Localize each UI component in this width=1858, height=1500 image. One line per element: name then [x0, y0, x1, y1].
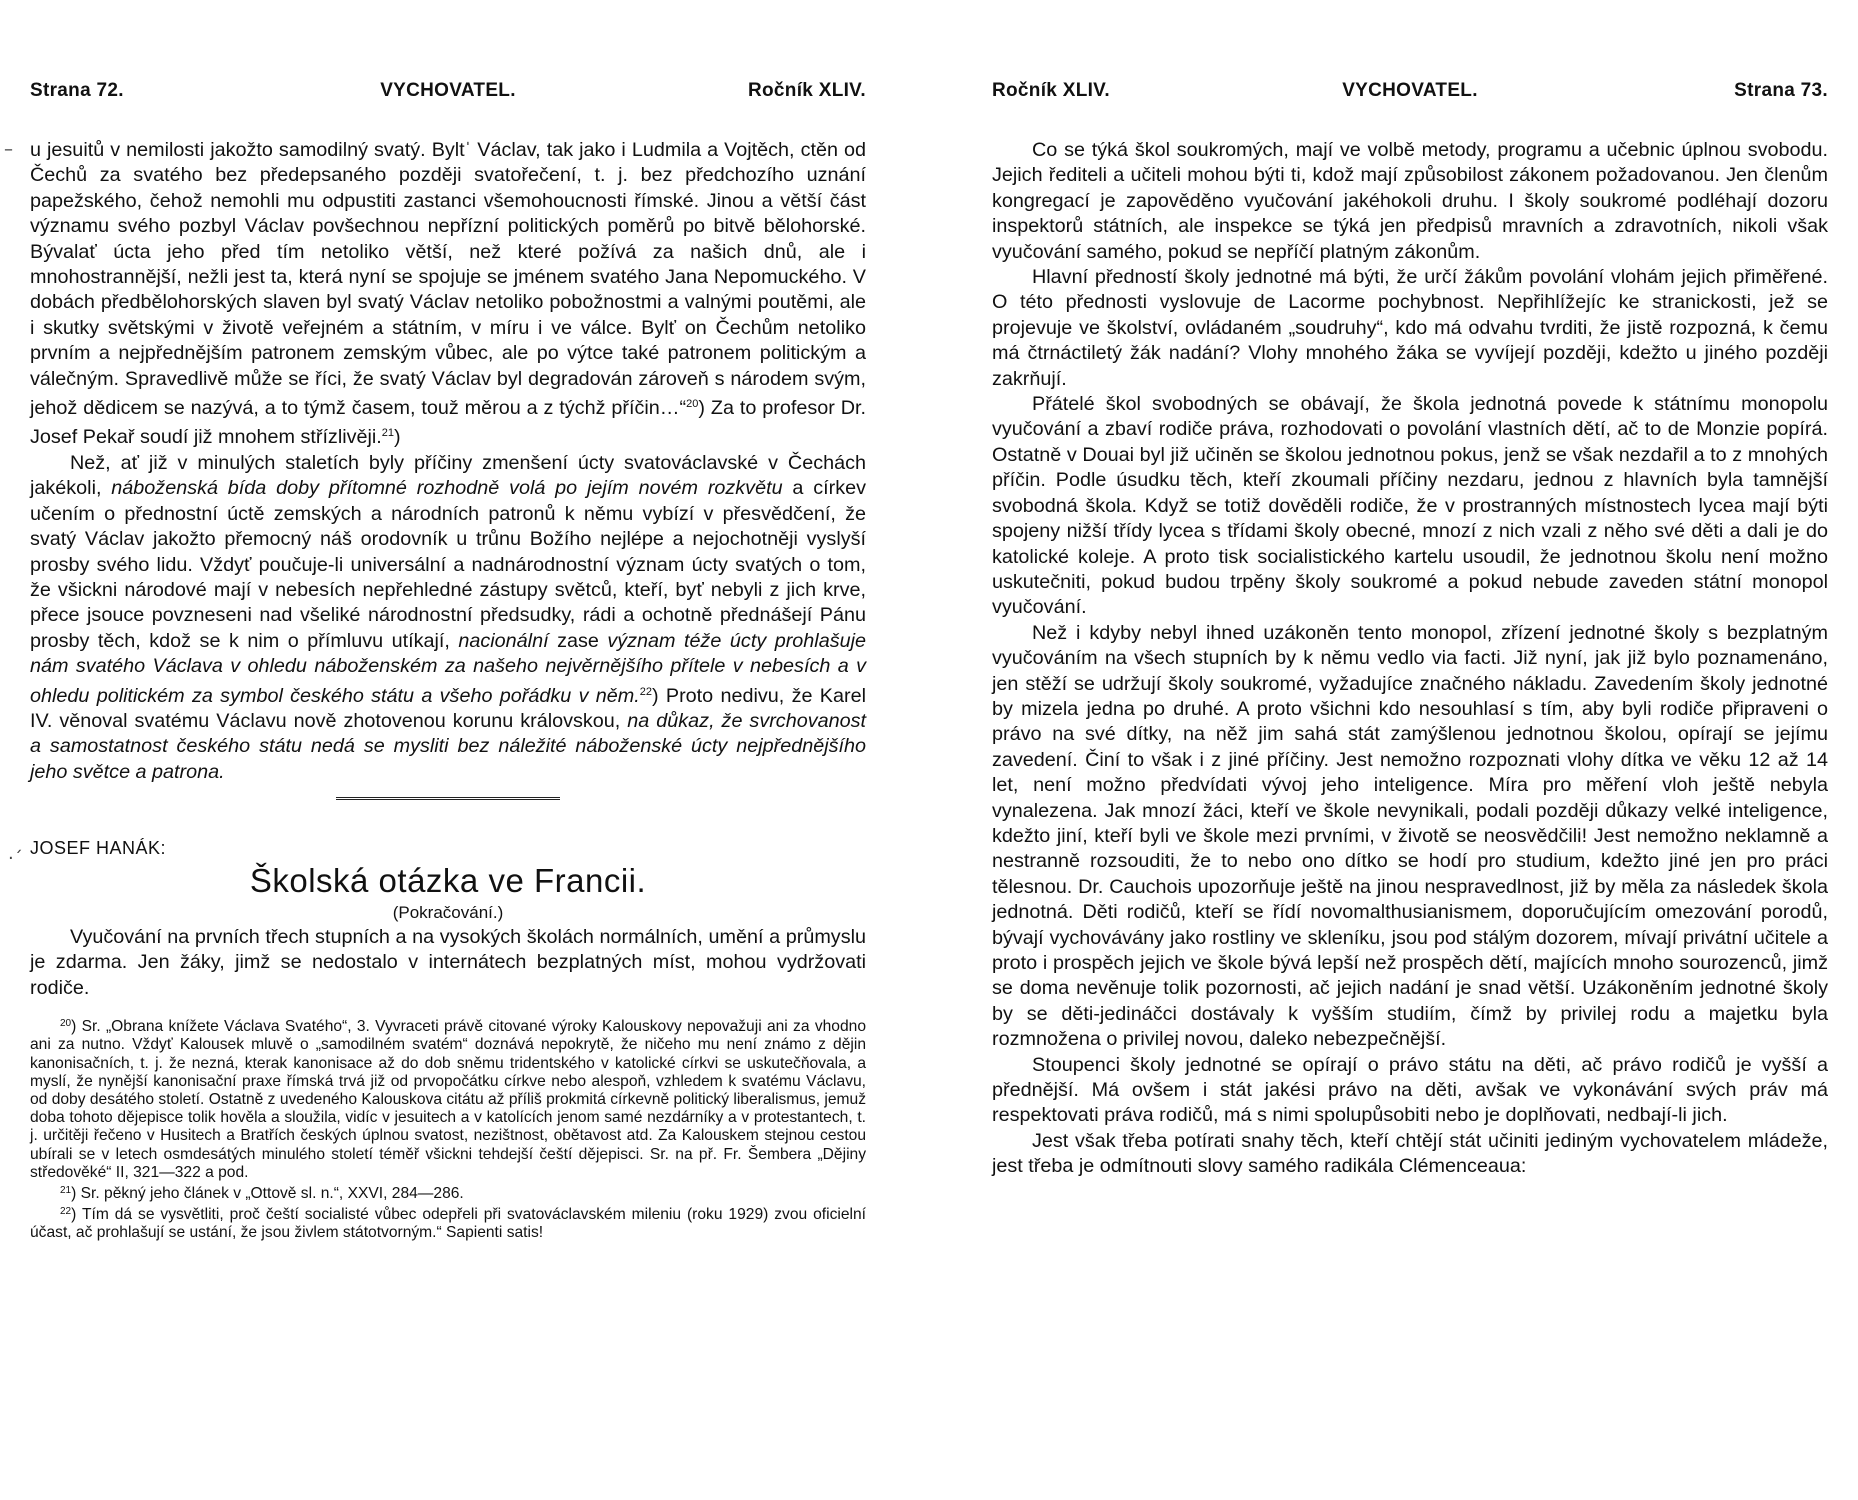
italic-run: náboženská bída doby přítomné rozhodně volá po jejím novém rozkvětu — [111, 477, 783, 500]
paragraph-main-advantage: Hlavní předností školy jednotné má býti, že určí žákům povolání vlohám jejich přiměřené. O této přednosti vyslovuje de Lacorme pochybnost. Nepřihlížejíc ke stranickosti, jež se projevuje ve školství, ovládaném „soudruhy“, kdo má odvahu tvrditi, že jistě rozpozná, k čemu má čtrnáctiletý žák nadání? Vlohy mnohého žáka se vyvíjejí později, kdežto u jiného později zakrňují. — [992, 266, 1828, 390]
right-page-number: Strana 73. — [1734, 80, 1828, 101]
paragraph-free-education: Vyučování na prvních třech stupních a na vysokých školách normálních, umění a průmyslu je zdarma. Jen žáky, jimž se nedostalo v internátech bezplatných míst, mohou vydržovati rodiče. — [30, 925, 866, 999]
paragraph-state-monopoly: Přátelé škol svobodných se obávají, že škola jednotná povede k státnímu monopolu vyučování a zbaví rodiče práva, rozhodovati o povolání vlastních dětí, ač to de Monzie popírá. Ostatně v Douai byl již učiněn se školou jednotnou pokus, jenž se však nezdařil a to z mnohých příčin. Podle úsudku těch, kteří zkoumali příčiny nezdaru, jednou z hlavních byla tamnější svobodná škola. Když se totiž dověděli rodiče, že v prostranných místnostech lycea mají býti spojeny nižší třídy lycea s třídami školy obecné, mnozí z nich vzali z něho své děti a dali je do katolické koleje. A proto tisk socialistického kartelu usoudil, že jednotnou školu není možno uskutečniti, pokud budou trpěny školy soukromé a pokud nebude zaveden státní monopol vyučování. — [992, 393, 1828, 619]
footnote-21 — [30, 1182, 866, 1203]
text-run: ) Proto nedivu, že Karel IV. věnoval svatému Václavu nově zhotovenou korunu královskou, — [30, 684, 866, 732]
right-running-head — [992, 80, 1828, 110]
paragraph-saint-wenceslas — [30, 451, 866, 785]
footnote-number: 20 — [60, 1018, 72, 1030]
text-run: ) — [394, 426, 401, 449]
left-journal-name: VYCHOVATEL. — [380, 80, 516, 101]
italic-run: na důkaz, že svrchovanost a samostatnost českého státu nedá se mysliti bez náležité náboženské úcty nejpřednějšího jeho světce a patrona. — [30, 709, 866, 783]
paragraph-private-schools: Co se týká škol soukromých, mají ve volbě metody, programu a učebnic úplnou svobodu. Jejich řediteli a učiteli mohou býti ti, kdož mají způsobilost zákonem požadovanou. Jen členům kongregací je zapověděno vyučování jakéhokoli druhu. I školy soukromé podléhají dozoru inspektorů státních, ale inspekce se týká jen předpisů mravních a zdravotních, nikoli však vyučování samého, pokud se nepříčí platným zákonům. — [992, 139, 1828, 263]
right-text-column — [992, 138, 1828, 1180]
footnote-text: ) Tím dá se vysvětliti, proč čeští socialisté vůbec odepřeli při svatováclavském mileniu (roku 1929) zvou oficielní účast, ač prohlašují se ustání, že jsou živlem státotvorným.“ Sapienti satis! — [30, 1206, 866, 1242]
italic-run: nacionální — [458, 629, 549, 652]
footnote-22 — [30, 1203, 866, 1242]
footnote-20 — [30, 1015, 866, 1182]
footnotes — [30, 1015, 866, 1242]
footnote-ref: 21 — [381, 427, 395, 440]
text-run: Než, ať již v minulých staletích byly příčiny zmenšení úcty svatováclavské v Čechách jakékoli, — [30, 451, 866, 500]
left-page-number: Strana 72. — [30, 80, 124, 101]
article-author: JOSEF HANÁK: — [30, 838, 167, 859]
footnote-ref: 20 — [686, 398, 699, 411]
footnote-ref: 22 — [639, 685, 652, 698]
footnote-text: ) Sr. pěkný jeho článek v „Ottově sl. n.“, XXVI, 284—286. — [71, 1185, 464, 1203]
margin-tick-mark: ·´ — [8, 848, 23, 869]
text-run: zase — [548, 629, 608, 652]
section-divider — [336, 797, 560, 802]
text-run: u jesuitů v nemilosti jakožto samodilný svatý. Byltˈ Václav, tak jako i Ludmila a Vojtěch, ctěn od Čechů za svatého bez předepsaného později svatořečení, t. j. bez předchozího uznání papežského, čehož nemohli mu odpustiti zastanci všemohoucnosti římské. Jinou a větší část významu svého pozbyl Václav povšechnou nepřízní politických poměrů po bitvě bělohorské. Bývalať úcta jeho před tím netoliko větší, než které požívá za našich dnů, ale i mnohostrannější, nežli jest ta, která nyní se spojuje se jménem svatého Jana Nepomuckého. V dobách předbělohorských slaven byl svatý Václav netoliko pobožnostmi a valnými poutěmi, ale i skutky světskými v životě veřejném a státním, v míru i ve válce. Bylť on Čechům netoliko prvním a nejpřednějším patronem zemským vůbec, ale po výtce také patronem politickým a válečným. Spravedlivě může se říci, že svatý Václav byl degradován zároveň s národem svým, jehož dědicem se nazývá, a to týmž časem, touž měrou a z týchž příčin…“ — [30, 139, 866, 420]
paragraph-parental-rights: Stoupenci školy jednotné se opírají o právo státu na děti, ač právo rodičů je vyšší a přednější. Má ovšem i stát jakési právo na děti, avšak ve vykonávání svých práv má respektovati práva rodičů, má s nimi spolupůsobiti nebo je doplňovati, nedbají-li jich. — [992, 1053, 1828, 1127]
left-page — [4, 0, 878, 1500]
right-page — [980, 0, 1840, 1500]
footnote-text: ) Sr. „Obrana knížete Václava Svatého“, 3. Vyvraceti právě citované výroky Kalouskovy nepovažuji ani za vhodno ani za nutno. Vždyť Kalousek mluvě o „samodilném svatém“ doznává nepokrytě, že ničeho mu není známo z dějin kanonisačních, t. j. že nezná, kterak kanonisace až do dob sněmu tridentského v katolické církvi se uskutečňovala, a myslí, že nynější kanonisační praxe římská trvá již od prvopočátku církve nebo alespoň, vzhledem k svatému Václavu, od doby desátého století. Ostatně z uvedeného Kalouskova citátu až příliš prokmitá církevně politický liberalismus, jemuž doba tohoto dějepisce tolik hověla a sloužila, vidíc v jesuitech a v katolících jenom samé nezdárníky a v protestantech, t. j. určitěji řečeno v Husitech a Bratřích českých úplnou svatost, nezištnost, obětavost atd. Za Kalouskem stejnou cestou ubírali se v letech osmdesátých minulého století téměř všickni tehdejší čeští dějepisci. Sr. na př. Fr. Šembera „Dějiny středověké“ II, 321—322 a pod. — [30, 1018, 866, 1181]
margin-dash-mark: – — [4, 139, 13, 160]
text-run: ) Za to profesor Dr. Josef Pekař soudí již mnohem střízlivěji. — [30, 397, 866, 449]
continuation-note: (Pokračování.) — [392, 902, 504, 922]
text-run: a církev učením o přednostní úctě zemských a národních patronů k němu vybízí v přesvědčení, že svatý Václav jakožto přemocný náš orodovník u trůnu Božího nejlépe a nejochotněji vyslyší prosby svého lidu. Vždyť poučuje-li universální a nadnárodnostní význam úcty svatých o tom, že všickni národové mají v nebesích nepřehledné zástupy světců, kteří, byť nebyli z jich krve, přece jsouce povzneseni nad všeliké národnostní předsudky, rádi a ochotně přednášejí Pánu prosby těch, kdož se k nim o přímluvu utíkají, — [30, 477, 866, 652]
right-journal-name: VYCHOVATEL. — [1342, 80, 1478, 101]
paragraph-clemenceau: Jest však třeba potírati snahy těch, kteří chtějí stát učiniti jediným vychovatelem mládeže, jest třeba je odmítnouti slovy samého radikála Clémenceaua: — [992, 1129, 1828, 1178]
paragraph-continuation — [30, 138, 866, 451]
paragraph-free-tuition: Než i kdyby nebyl ihned uzákoněn tento monopol, zřízení jednotné školy s bezplatným vyučováním na všech stupních by k němu vedlo via facti. Již nyní, jak již bylo poznamenáno, jen stěží se udržují školy soukromé, vyžadujíce značného nákladu. Zavedením školy jednotné by mizela jedna po druhé. A proto všichni kdo nesouhlasí s tím, aby byli rodiče připraveni o právo na své dítky, na něž jim sahá stát zamýšlenou jednotnou školou, opírají se jejímu zavedení. Činí to však i z jiné příčiny. Jest nemožno rozpoznati vlohy dítka ve věku 12 až 14 let, není možno předvídati vývoj jeho inteligence. Míra pro měření vloh ještě nebyla vynalezena. Jak mnozí žáci, kteří ve škole nevynikali, podali později důkazy velké inteligence, kdežto jiní, kteří byli ve škole mezi prvními, v životě se neosvědčili! Jest nemožno neklamně a nestranně rozsouditi, že to nebo ono dítko se hodí pro studium, kdežto jiné jen pro práci tělesnou. Dr. Cauchois upozorňuje ještě na jinou nespravedlnost, již by měla za následek škola jednotná. Děti rodičů, kteří se řídí novomalthusianismem, doporučujícím omezování porodů, bývají vychovávány jako rostliny ve skleníku, jsou pod stálým dozorem, mívají privátní učitele a proto i prospěch jejich ve škole bývá lepší než prospěch dětí, majících mnoho sourozenců, jimž se doma nevěnuje tolik pozornosti, ač jejich nadání je snad větší. Uzákoněním jednotné školy by se děti-jedináčci dostávaly k vyšším studiím, čímž by privilej rodu a majetku byla rozmnožena o privilej novou, daleko nebezpečnější. — [992, 621, 1828, 1051]
right-volume: Ročník XLIV. — [992, 80, 1110, 101]
footnote-number: 22 — [60, 1206, 72, 1218]
left-text-column — [30, 138, 866, 1243]
left-running-head — [30, 80, 866, 110]
article-title: Školská otázka ve Francii. — [249, 861, 647, 899]
left-volume: Ročník XLIV. — [748, 80, 866, 101]
footnote-number: 21 — [60, 1185, 72, 1197]
italic-run: význam téže úcty prohlašuje nám svatého Václava v ohledu náboženském za našeho nejvěrnějšího přítele v nebesích a v ohledu politickém za symbol českého státu a všeho pořádku v něm. — [30, 629, 866, 707]
